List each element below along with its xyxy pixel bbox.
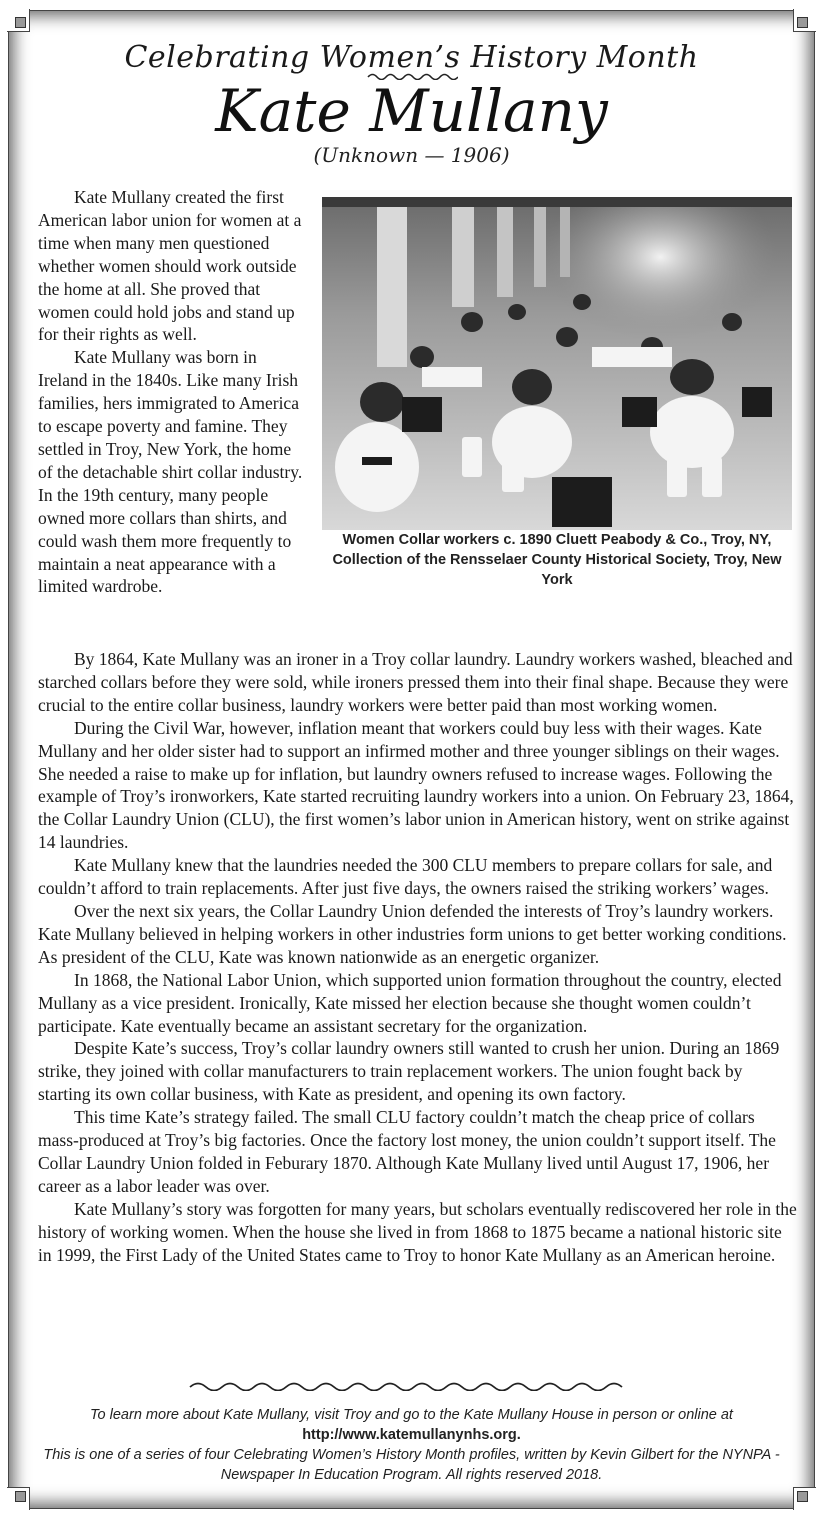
paragraph: Kate Mullany was born in Ireland in the 1840s. Like many Irish families, hers immigrated to America to escape poverty and famine. They settled in Troy, New York, the home of the detachable shirt collar industry. In the 19th century, many people owned more collars than shirts, and could wash them more frequently to maintain a neat appearance with a limited wardrobe. [38,347,303,597]
learn-more-text: To learn more about Kate Mullany, visit Troy and go to the Kate Mullany House in person or online at [90,1407,733,1423]
corner-square-icon [15,17,26,28]
paragraph: Kate Mullany created the first American labor union for women at a time when many men questioned whether women should work outside the home at all. She proved that women could hold jobs and stand up for their rights as well. [38,187,302,345]
paragraph: Despite Kate’s success, Troy’s collar laundry owners still wanted to crush her union. During an 1869 strike, they joined with collar manufacturers to train replacement workers. The union fought back by starting its own collar business, with Kate as president, and opening its own factory. [38,1038,780,1105]
paragraph: Over the next six years, the Collar Laundry Union defended the interests of Troy’s laundry workers. Kate Mullany believed in helping workers in other industries form unions to get better working conditions. As president of the CLU, Kate was known nationwide as an energetic organizer. [38,900,787,967]
credit-text: This is one of a series of four Celebrating Women’s History Month profiles, written by Kevin Gilbert for the NYNPA - Newspaper In Education Program. All rights reserved 2018. [43,1447,780,1483]
page-header [0,38,823,168]
paragraph: Kate Mullany knew that the laundries needed the 300 CLU members to prepare collars for sale, and couldn’t afford to train replacements. After just five days, the owners raised the striking workers’ wages. [38,855,773,899]
corner-square-icon [797,1491,808,1502]
footer [30,1405,793,1485]
life-dates: (Unknown — 1906) [313,143,510,167]
paragraph: During the Civil War, however, inflation meant that workers could buy less with their wages. Kate Mullany and her older sister had to support an infirmed mother and three younger siblings on their wages. She needed a raise to make up for inflation, but laundry owners refused to increase wages. Following the example of Troy’s ironworkers, Kate started recruiting laundry workers into a union. On February 23, 1864, the Collar Laundry Union (CLU), the first women’s labor union in American history, went on strike against 14 laundries. [38,717,794,853]
corner-square-icon [797,17,808,28]
paragraph: By 1864, Kate Mullany was an ironer in a Troy collar laundry. Laundry workers washed, bleached and starched collars before they were sold, while ironers pressed them into their final shape. Because they were crucial to the entire collar business, laundry workers were better paid than most working women. [38,649,793,715]
factory-photo-image [322,197,792,530]
body-column [38,648,798,1266]
corner-square-icon [15,1491,26,1502]
photo-caption: Women Collar workers c. 1890 Cluett Peabody & Co., Troy, NY, Collection of the Rensselaer County Historical Society, Troy, New York [332,532,782,588]
paragraph: In 1868, the National Labor Union, which supported union formation throughout the country, elected Mullany as a vice president. Ironically, Kate missed her election because she thought women couldn’t participate. Kate eventually became an assistant secretary for the organization. [38,969,782,1036]
factory-photo [322,197,792,530]
page-title: Kate Mullany [215,77,608,145]
squiggle-divider-icon [188,1381,636,1391]
paragraph: This time Kate’s strategy failed. The small CLU factory couldn’t match the cheap price of collars mass-produced at Troy’s big factories. Once the factory lost money, the union couldn’t support itself. The Collar Laundry Union folded in Feburary 1870. Although Kate Mullany lived until August 17, 1906, her career as a labor leader was over. [38,1107,776,1196]
kicker-title: Celebrating Women’s History Month [124,40,699,75]
paragraph: Kate Mullany’s story was forgotten for many years, but scholars eventually rediscovered her role in the history of working women. When the house she lived in from 1868 to 1875 became a national historic site in 1999, the First Lady of the United States came to Troy to honor Kate Mullany as an American heroine. [38,1198,797,1265]
website-link[interactable]: http://www.katemullanynhs.org. [302,1427,521,1443]
intro-column [38,186,310,598]
